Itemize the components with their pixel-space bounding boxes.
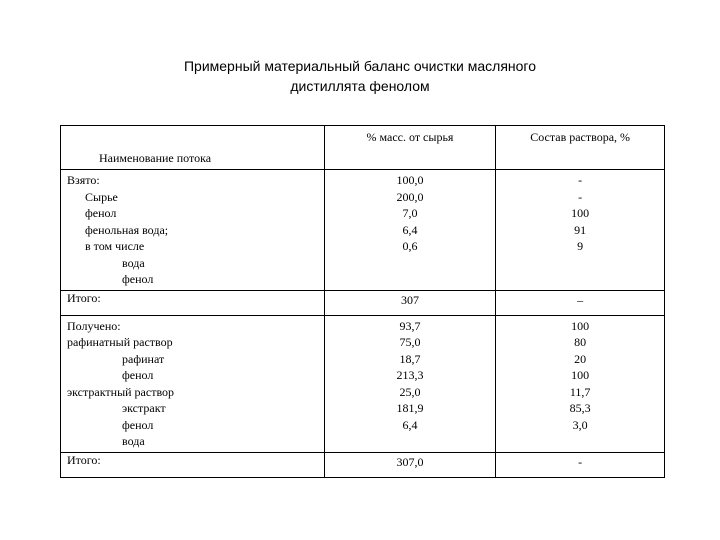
stream-label: Сырье bbox=[85, 189, 118, 204]
received-labels bbox=[61, 315, 325, 452]
total-mass: 307 bbox=[324, 290, 496, 315]
mass-value: 93,7 bbox=[399, 318, 421, 333]
received-composition-values bbox=[496, 315, 665, 452]
stream-label: Получено: bbox=[67, 318, 121, 333]
mass-value: 75,0 bbox=[399, 335, 421, 349]
title-line-1: Примерный материальный баланс очистки масляного bbox=[183, 58, 537, 74]
stream-label: экстрактный раствор bbox=[67, 384, 175, 399]
composition-value: - bbox=[578, 173, 583, 187]
stream-label: вода bbox=[122, 434, 145, 448]
total-label: Итого: bbox=[61, 290, 325, 315]
composition-value: 11,7 bbox=[569, 384, 591, 399]
stream-label: фенол bbox=[122, 417, 154, 432]
stream-label: в том числе bbox=[85, 239, 145, 253]
mass-value: 181,9 bbox=[396, 401, 424, 415]
taken-total-row bbox=[61, 290, 665, 315]
stream-label: фенол bbox=[122, 368, 154, 382]
composition-value: 9 bbox=[577, 239, 584, 253]
composition-value: 85,3 bbox=[569, 401, 591, 415]
received-section-row bbox=[61, 315, 665, 452]
stream-label: рафинат bbox=[122, 351, 165, 366]
page-title bbox=[0, 56, 720, 96]
header-mass-percent: % масс. от сырья bbox=[324, 126, 496, 170]
stream-label: фенол bbox=[85, 206, 117, 220]
mass-value: 18,7 bbox=[399, 351, 421, 366]
mass-value: 25,0 bbox=[399, 384, 421, 399]
composition-value: 100 bbox=[571, 206, 590, 220]
total-label: Итого: bbox=[61, 452, 325, 477]
stream-label: вода bbox=[122, 255, 145, 270]
total-composition: - bbox=[496, 452, 665, 477]
composition-value: 100 bbox=[571, 318, 590, 333]
composition-value: 80 bbox=[574, 335, 587, 349]
taken-labels bbox=[61, 170, 325, 291]
mass-value: 100,0 bbox=[396, 173, 424, 187]
mass-value: 7,0 bbox=[402, 206, 418, 220]
stream-label: фенол bbox=[122, 272, 154, 286]
composition-value: 3,0 bbox=[572, 417, 588, 432]
composition-value: 100 bbox=[571, 368, 590, 382]
stream-label: Взято: bbox=[67, 173, 100, 187]
composition-value: 91 bbox=[574, 222, 587, 237]
mass-value: 0,6 bbox=[402, 239, 418, 253]
taken-composition-values bbox=[496, 170, 665, 291]
title-line-2: дистиллята фенолом bbox=[290, 78, 430, 94]
composition-value: - bbox=[578, 189, 583, 204]
composition-value: 20 bbox=[574, 351, 587, 366]
mass-value: 200,0 bbox=[396, 189, 424, 204]
material-balance-table bbox=[60, 125, 665, 478]
total-mass: 307,0 bbox=[324, 452, 496, 477]
total-composition: – bbox=[496, 290, 665, 315]
taken-mass-values bbox=[324, 170, 496, 291]
mass-value: 6,4 bbox=[402, 222, 418, 237]
received-total-row bbox=[61, 452, 665, 477]
header-stream-name: Наименование потока bbox=[61, 126, 325, 170]
header-composition: Состав раствора, % bbox=[496, 126, 665, 170]
taken-section-row bbox=[61, 170, 665, 291]
mass-value: 6,4 bbox=[402, 417, 418, 432]
stream-label: экстракт bbox=[122, 401, 166, 415]
stream-label: фенольная вода; bbox=[85, 222, 169, 237]
stream-label: рафинатный раствор bbox=[67, 335, 173, 349]
header-row bbox=[61, 126, 665, 170]
mass-value: 213,3 bbox=[396, 368, 424, 382]
received-mass-values bbox=[324, 315, 496, 452]
